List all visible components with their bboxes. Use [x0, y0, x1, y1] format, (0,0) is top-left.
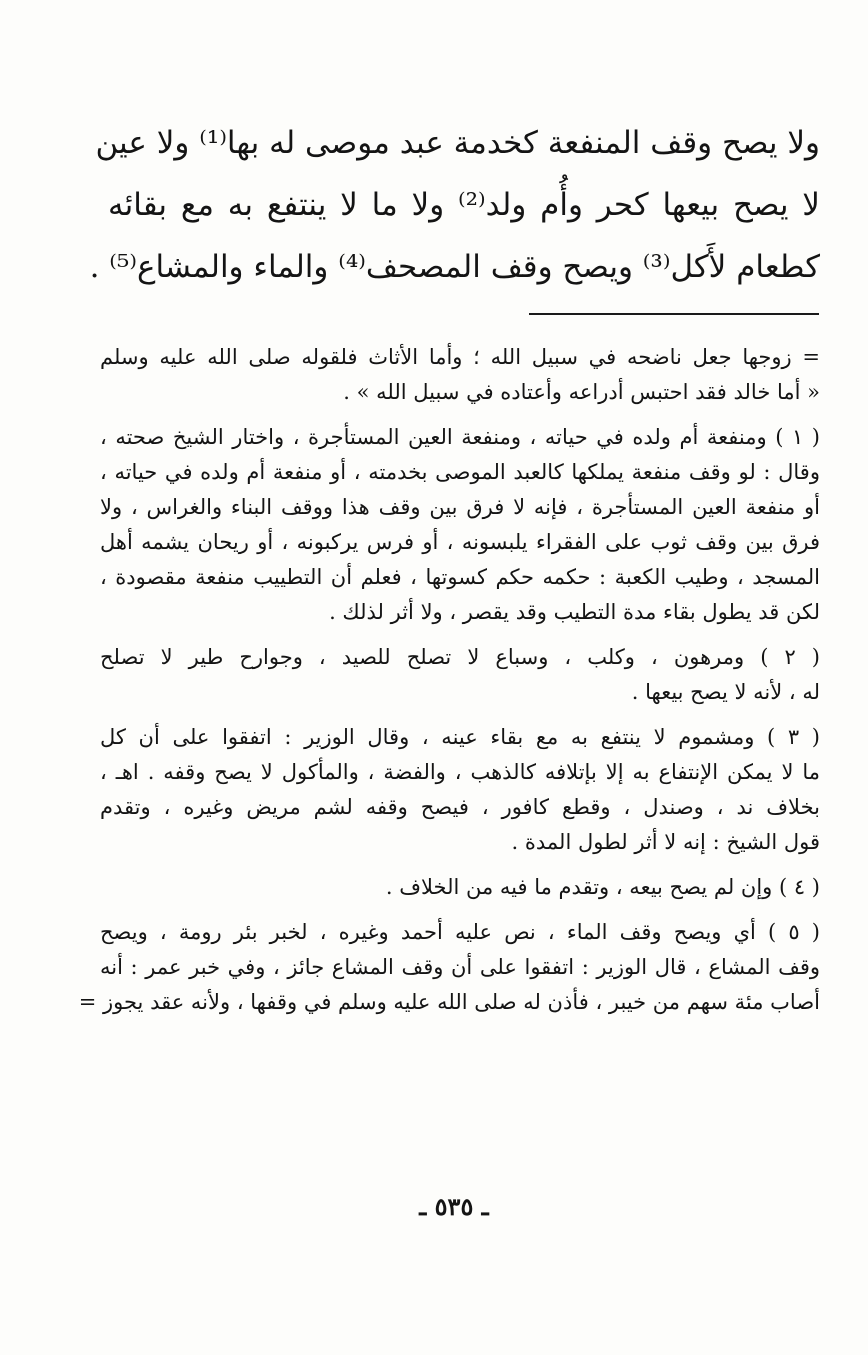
main-text-block [89, 112, 820, 298]
footnote-line: وقف المشاع ، قال الوزير : اتفقوا على أن وقف المشاع جائز ، وفي خبر عمر : أنه [100, 955, 820, 979]
footnote-line: ما لا يمكن الإنتفاع به إلا بإتلافه كالذهب ، والفضة ، والمأكول لا يصح وقفه . اهـ ، [100, 760, 820, 784]
footnote-line: « أما خالد فقد احتبس أدراعه وأعتاده في سبيل الله » . [343, 380, 820, 404]
footnote-line: لكن قد يطول بقاء مدة التطيب وقد يقصر ، ولا أثر لذلك . [329, 600, 820, 624]
footnote-line: وقال : لو وقف منفعة يملكها كالعبد الموصى بخدمته ، أو منفعة أم ولده في حياته ، [100, 460, 820, 484]
footnote-line: ( ١ ) ومنفعة أم ولده في حياته ، ومنفعة العين المستأجرة ، واختار الشيخ صحته ، [100, 425, 820, 449]
footnote-line: ( ٢ ) ومرهون ، وكلب ، وسباع لا تصلح للصيد ، وجوارح طير لا تصلح [100, 645, 820, 669]
footnote-separator [529, 313, 819, 315]
footnote-line: له ، لأنه لا يصح بيعها . [631, 680, 820, 704]
footnote-line: المسجد ، وطيب الكعبة : حكمه حكم كسوتها ، فعلم أن التطييب منفعة مقصودة ، [100, 565, 820, 589]
main-text-line-1: ولا يصح وقف المنفعة كخدمة عبد موصى له بها⁽¹⁾ ولا عين [95, 125, 820, 161]
footnote-line: ( ٣ ) ومشموم لا ينتفع به مع بقاء عينه ، وقال الوزير : اتفقوا على أن كل [100, 725, 820, 749]
page-number: ـ ٥٣٥ ـ [419, 1192, 489, 1221]
footnote-continuation [100, 340, 820, 410]
footnote-line: أو منفعة العين المستأجرة ، فإنه لا فرق بين وقف هذا ووقف البناء والغراس ، ولا [100, 495, 820, 519]
footnote-2 [100, 640, 820, 710]
main-text-line-3: كطعام لأَكل⁽³⁾ ويصح وقف المصحف⁽⁴⁾ والماء والمشاع⁽⁵⁾ . [89, 249, 820, 285]
main-text-line-2: لا يصح بيعها كحر وأُم ولد⁽²⁾ ولا ما لا ينتفع به مع بقائه [108, 187, 820, 223]
footnote-4 [100, 870, 820, 905]
footnote-line: بخلاف ند ، وصندل ، وقطع كافور ، فيصح وقفه لشم مريض وغيره ، وتقدم [100, 795, 820, 819]
footnote-5 [78, 915, 820, 1020]
footnote-1 [100, 420, 820, 630]
footnotes-block [78, 340, 820, 1030]
footnote-line: ( ٤ ) وإن لم يصح بيعه ، وتقدم ما فيه من الخلاف . [385, 875, 820, 899]
footnote-line: قول الشيخ : إنه لا أثر لطول المدة . [511, 830, 820, 854]
footnote-line: ( ٥ ) أي ويصح وقف الماء ، نص عليه أحمد وغيره ، لخبر بئر رومة ، ويصح [100, 920, 820, 944]
footnote-3 [100, 720, 820, 860]
footnote-line: فرق بين وقف ثوب على الفقراء يلبسونه ، أو فرس يركبونه ، أو ريحان يشمه أهل [100, 530, 820, 554]
footnote-line: = زوجها جعل ناضحه في سبيل الله ؛ وأما الأثاث فلقوله صلى الله عليه وسلم [100, 345, 820, 369]
footnote-line: أصاب مئة سهم من خيبر ، فأذن له صلى الله عليه وسلم في وقفها ، ولأنه عقد يجوز = [78, 990, 820, 1014]
